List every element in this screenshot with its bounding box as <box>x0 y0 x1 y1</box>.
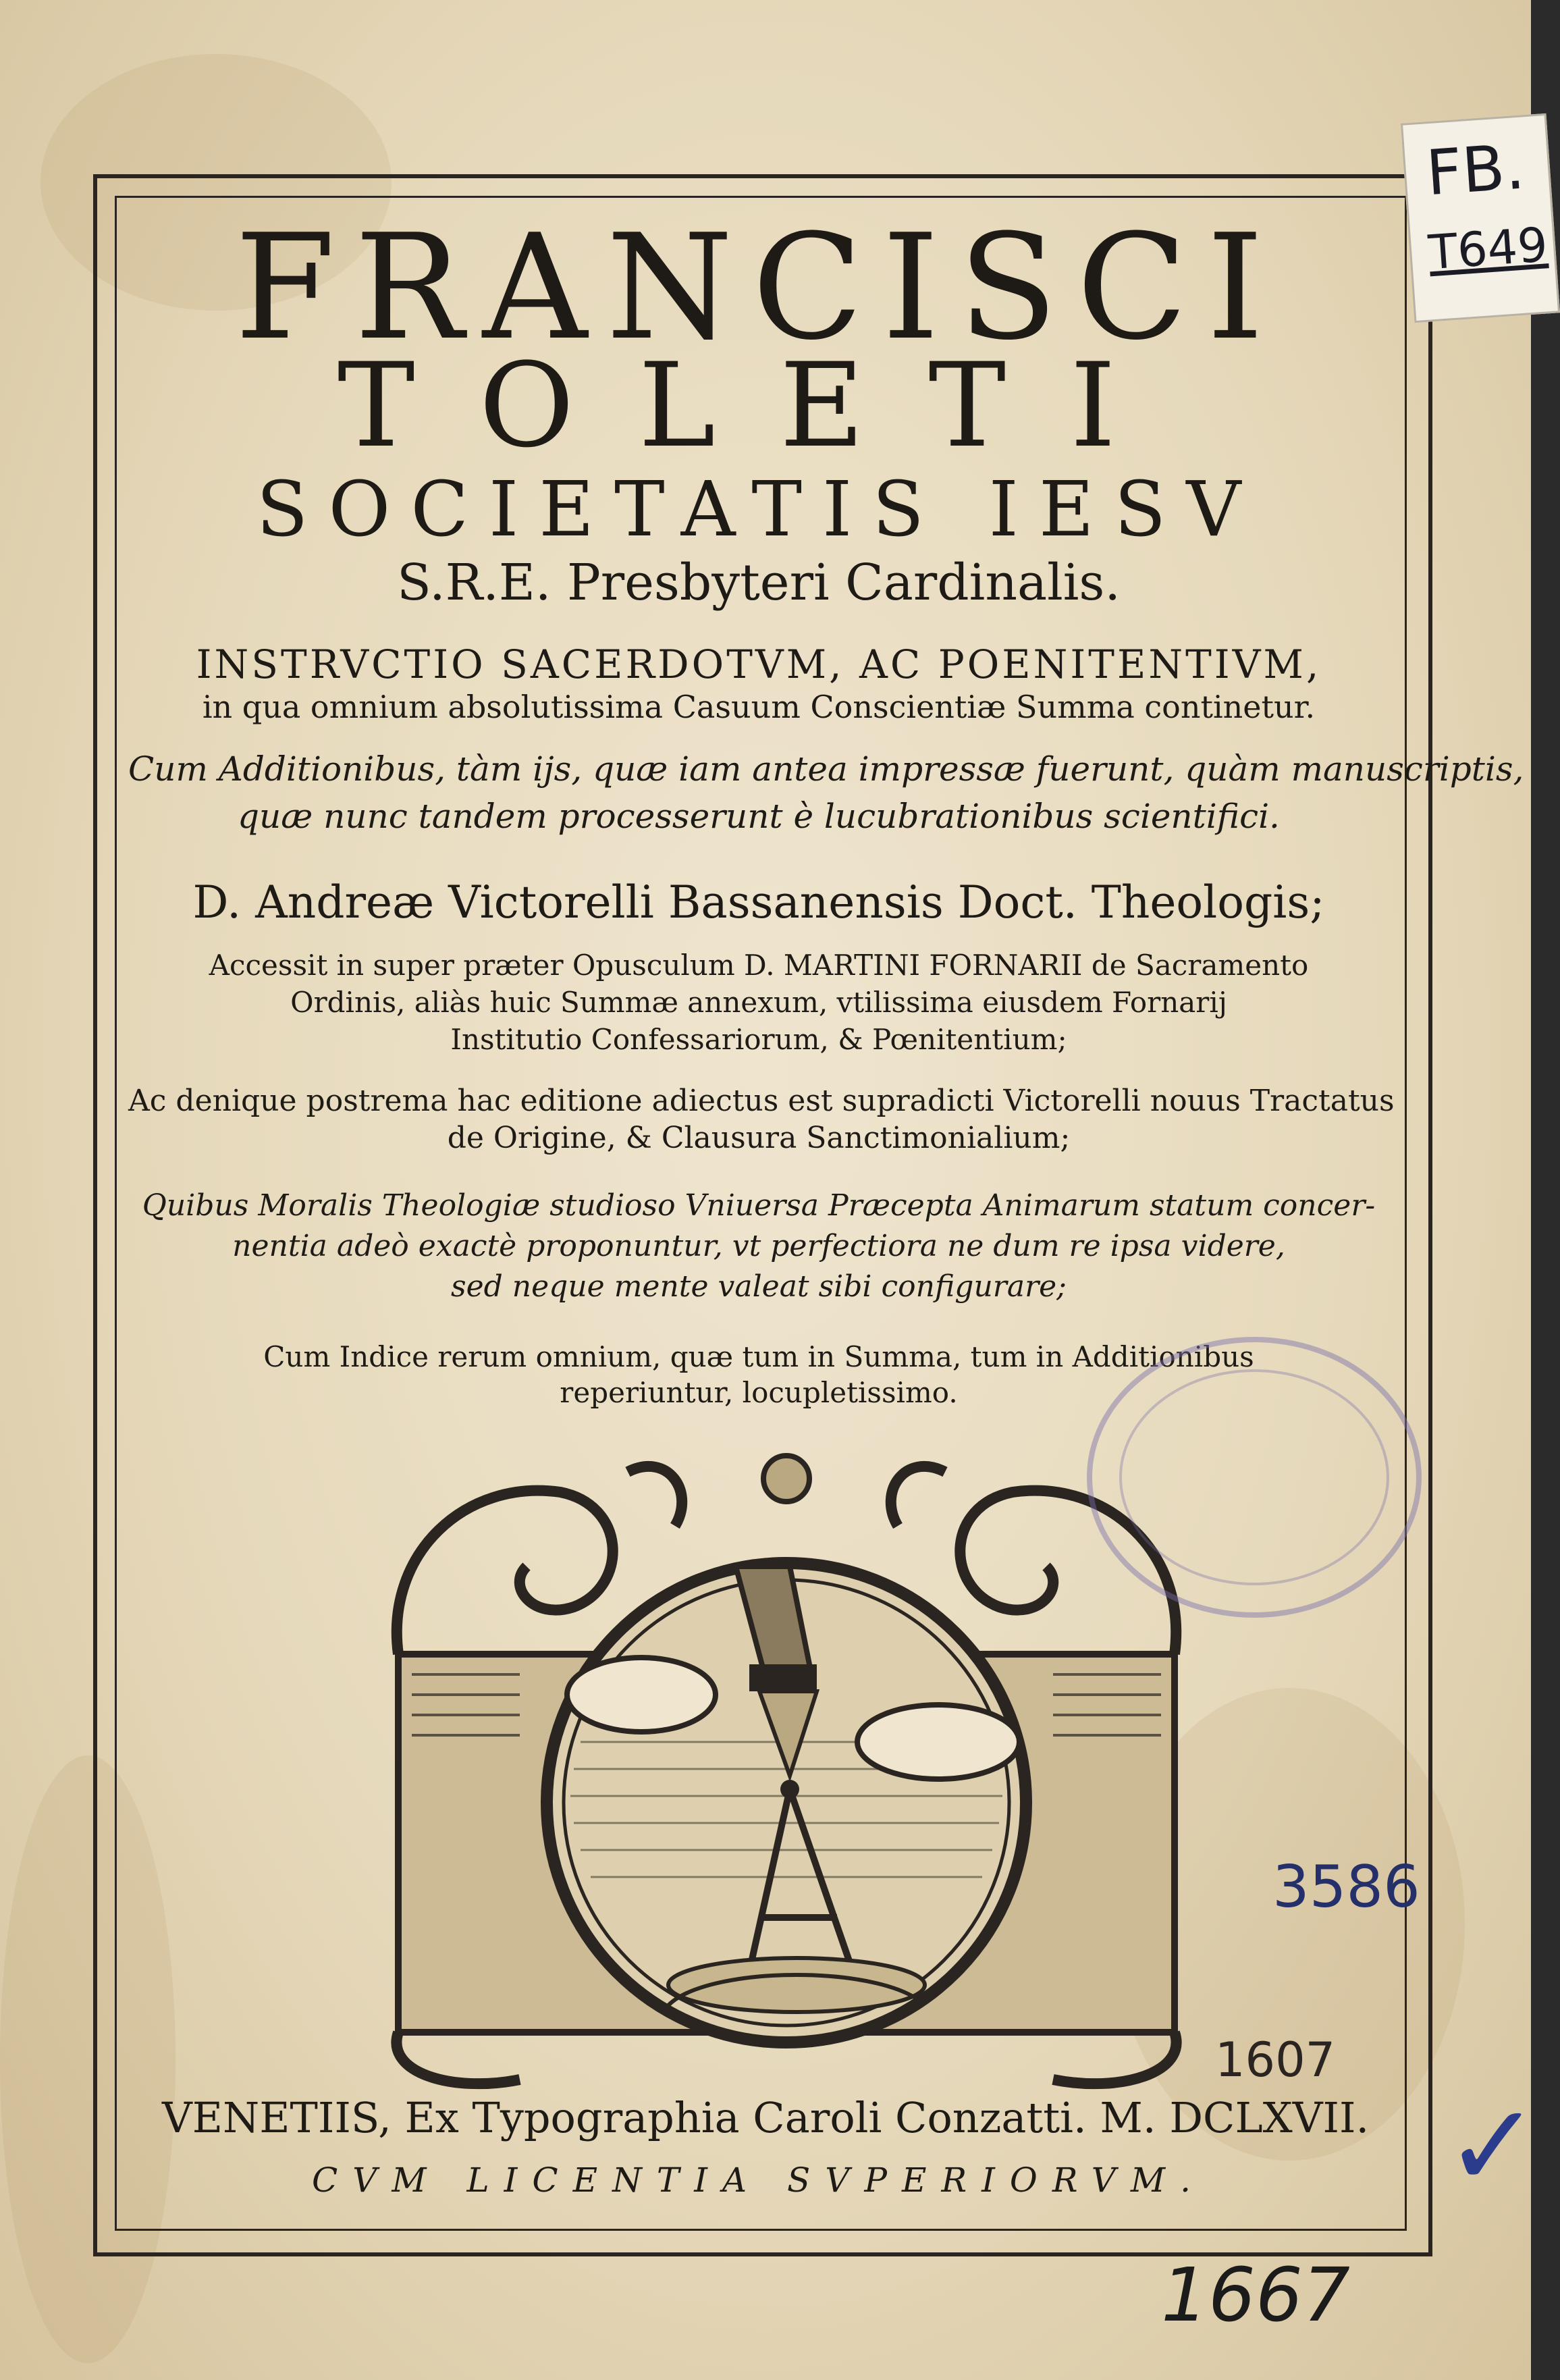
license-line: CVM LICENTIA SVPERIORVM. <box>312 2161 1206 2200</box>
index-line-1: Cum Indice rerum omnium, quæ tum in Summa, tum in Additionibus <box>263 1340 1254 1373</box>
accessit-line-3: Institutio Confessariorum, & Pœnitentium; <box>450 1023 1067 1056</box>
check-mark-icon: ✓ <box>1445 2080 1541 2213</box>
accessit-line-2: Ordinis, aliàs huic Summæ annexum, vtilissima eiusdem Fornarij <box>290 986 1227 1019</box>
second-author-line: D. Andreæ Victorelli Bassanensis Doct. Theologis; <box>192 876 1325 928</box>
ink-year: 1667 <box>1161 2252 1350 2338</box>
author-first-name: FRANCISCI <box>234 203 1283 372</box>
library-stamp <box>1087 1337 1422 1618</box>
work-subtitle: in qua omnium absolutissima Casuum Conscientiæ Summa continetur. <box>202 689 1316 725</box>
library-stamp-ring <box>1119 1369 1389 1585</box>
denique-line-1: Ac denique postrema hac editione adiectus est supradicti Victorelli nouus Tractatus <box>128 1084 1395 1118</box>
quibus-line-2: nentia adeò exactè proponuntur, vt perfectiora ne dum re ipsa videre, <box>232 1229 1285 1263</box>
shelf-label-line-1: FB. <box>1424 130 1527 210</box>
rank-line: S.R.E. Presbyteri Cardinalis. <box>397 554 1121 612</box>
additions-line-2: quæ nunc tandem processerunt è lucubrationibus scientifici. <box>238 797 1280 836</box>
pencil-year: 1607 <box>1215 2032 1336 2088</box>
denique-line-2: de Origine, & Clausura Sanctimonialium; <box>447 1121 1071 1155</box>
additions-line-1: Cum Additionibus, tàm ijs, quæ iam antea impressæ fuerunt, quàm manuscriptis, <box>128 749 1524 789</box>
accessit-line-1: Accessit in super præter Opusculum D. MARTINI FORNARII de Sacramento <box>209 949 1309 982</box>
society-line: SOCIETATIS IESV <box>256 466 1262 554</box>
shelf-label-line-2: T649 <box>1426 217 1550 281</box>
index-line-2: reperiuntur, locupletissimo. <box>560 1376 958 1409</box>
shelf-label <box>1401 113 1560 323</box>
inventory-number: 3586 <box>1272 1853 1420 1921</box>
printers-device-woodcut <box>385 1452 1188 2100</box>
quibus-line-3: sed neque mente valeat sibi configurare; <box>451 1269 1067 1304</box>
imprint-line: VENETIIS, Ex Typographia Caroli Conzatti. M. DCLXVII. <box>162 2093 1370 2142</box>
work-title: INSTRVCTIO SACERDOTVM, AC POENITENTIVM, <box>196 641 1322 687</box>
author-last-name: TOLETI <box>337 338 1181 473</box>
quibus-line-1: Quibus Moralis Theologiæ studioso Vniuersa Præcepta Animarum statum concer- <box>142 1188 1376 1223</box>
